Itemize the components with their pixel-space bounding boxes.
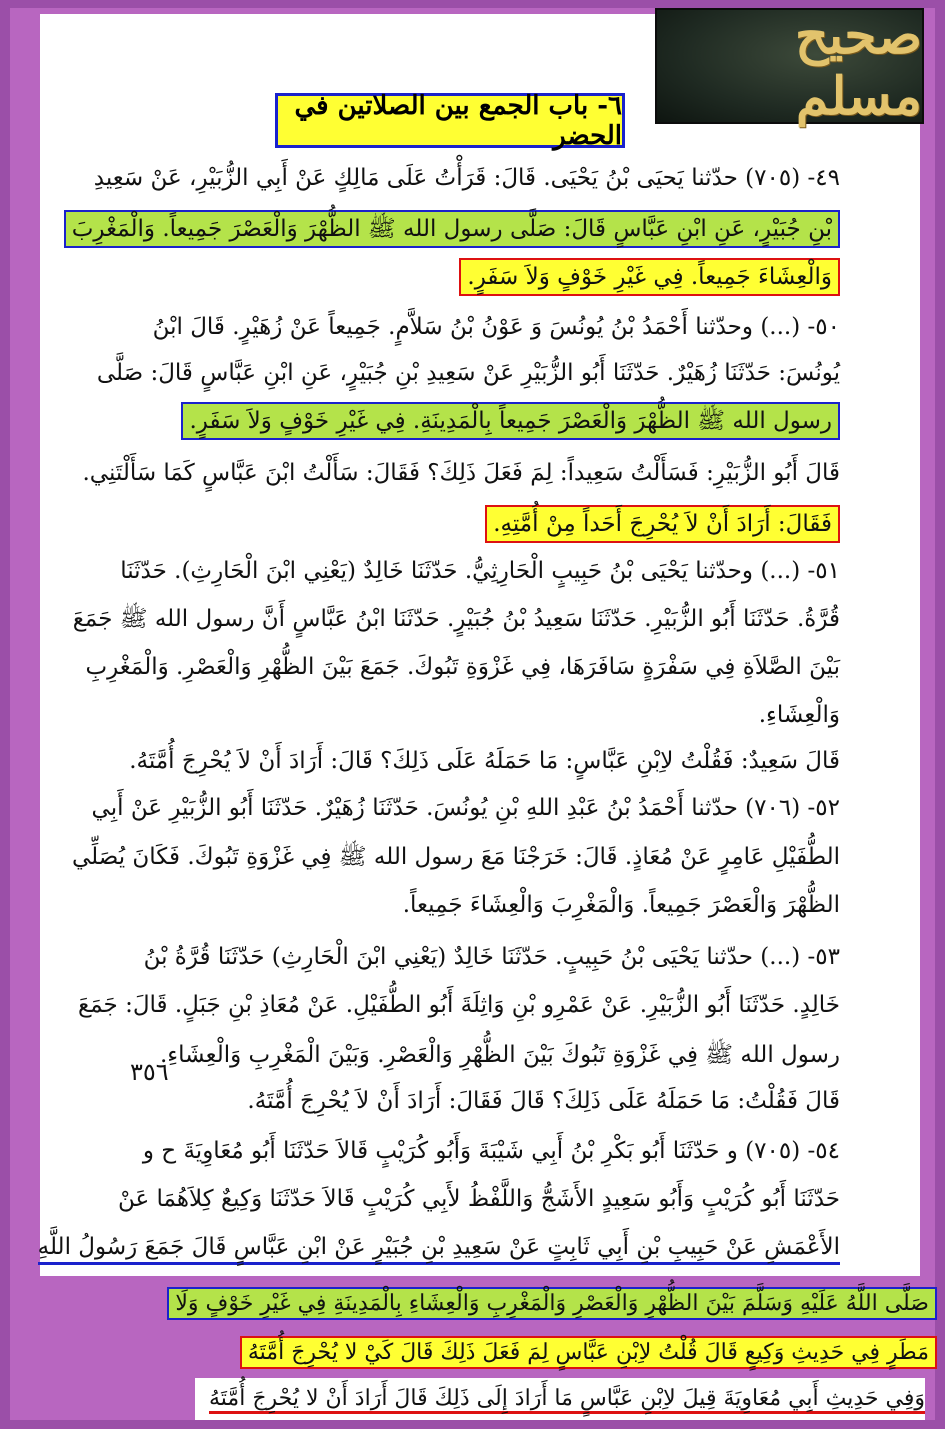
text-line: يُونُسَ: حَدّثَنَا زُهَيْرٌ. حَدّثَنَا أَبُو الزُّبَيْرِ عَنْ سَعِيدِ بْنِ جُبَيْرٍ، عَنِ ابْنِ عَبَّاسٍ قَالَ: صَلَّى [96, 360, 840, 386]
text-line-highlighted: بْنِ جُبَيْرٍ، عَنِ ابْنِ عَبَّاسٍ قَالَ: صَلَّى رسول الله ﷺ الظُّهْرَ وَالْعَصْرَ جَمِيعاً. وَالْمَغْرِبَ [64, 210, 840, 248]
page-number: ٣٥٦ [130, 1058, 169, 1086]
book-logo [655, 5, 924, 127]
text-line: خَالِدٍ. حَدّثَنَا أَبُو الزُّبَيْرِ. عَنْ عَمْرِو بْنِ وَاثِلَةَ أَبُو الطُّفَيْلِ. عَنْ مُعَاذِ بْنِ جَبَلٍ. قَالَ: جَمَعَ [78, 992, 840, 1018]
text-line: ٥٢- (٧٠٦) حدّثنا أَحْمَدُ بْنُ عَبْدِ اللهِ بْنِ يُونُسَ. حَدّثَنَا زُهَيْرٌ. حَدّثَنَا أَبُو الزُّبَيْرِ عَنْ أَبِي [91, 795, 840, 821]
text-line: حَدّثَنَا أَبُو كُرَيْبٍ وَأَبُو سَعِيدٍ الأَشَجُّ وَاللَّفْظُ لأَبِي كُرَيْبٍ قَالاَ حَدّثَنَا وَكِيعٌ كِلاَهُمَا عَنْ [117, 1186, 840, 1212]
text-line: الظُّهْرَ وَالْعَصْرَ جَمِيعاً. وَالْمَغْرِبَ وَالْعِشَاءَ جَمِيعاً. [402, 892, 840, 918]
text-line: الطُّفَيْلِ عَامِرٍ عَنْ مُعَاذٍ. قَالَ: خَرَجْنَا مَعَ رسول الله ﷺ فِي غَزْوَةِ تَبُوكَ. فَكَانَ يُصَلِّي [71, 844, 840, 870]
bottom-line-text: مَطَرٍ فِي حَدِيثِ وَكِيعٍ قَالَ قُلْتُ لاِبْنِ عَبَّاسٍ لِمَ فَعَلَ ذَلِكَ قَالَ كَيْ لا يُحْرِجَ أُمَّتَهُ [240, 1336, 937, 1369]
bottom-line-text: صَلَّى اللَّهُ عَلَيْهِ وَسَلَّمَ بَيْنَ الظُّهْرِ وَالْعَصْرِ وَالْمَغْرِبِ وَالْعِشَاءِ بِالْمَدِينَةِ فِي غَيْرِ خَوْفٍ وَلَا [167, 1287, 937, 1320]
text-line: قَالَ سَعِيدٌ: فَقُلْتُ لاِبْنِ عَبَّاسٍ: مَا حَمَلَهُ عَلَى ذَلِكَ؟ قَالَ: أَرَادَ أَنْ لاَ يُحْرِجَ أُمَّتَهُ. [129, 748, 840, 774]
text-line-highlighted: رسول الله ﷺ الظُّهْرَ وَالْعَصْرَ جَمِيعاً بِالْمَدِينَةِ. فِي غَيْرِ خَوْفٍ وَلاَ سَفَرٍ. [181, 402, 840, 440]
bottom-line-text: وَفِي حَدِيثِ أَبِي مُعَاوِيَةَ قِيلَ لاِبْنِ عَبَّاسٍ مَا أَرَادَ إِلَى ذَلِكَ قَالَ أَرَادَ أَنْ لا يُحْرِجَ أُمَّتَهُ [209, 1386, 925, 1414]
text-line: بَيْنَ الصَّلاَةِ فِي سَفْرَةٍ سَافَرَهَا، فِي غَزْوَةِ تَبُوكَ. جَمَعَ بَيْنَ الظُّهْرِ وَالْعَصْرِ. وَالْمَغْرِبِ [85, 654, 840, 680]
bottom-line [195, 1378, 925, 1420]
chapter-title: ٦- باب الجمع بين الصلاتين في الحضر [275, 93, 625, 148]
text-line: وَالْعِشَاءِ. [758, 702, 840, 728]
logo-text: صحيح مسلم [795, 5, 922, 127]
text-line-highlighted: وَالْعِشَاءَ جَمِيعاً. فِي غَيْرِ خَوْفٍ وَلاَ سَفَرٍ. [459, 258, 840, 296]
text-line: ٥٣- (...) حدّثنا يَحْيَى بْنُ حَبِيبٍ. حَدّثَنَا خَالِدٌ (يَعْنِي ابْنَ الْحَارِثِ) حَدّثَنَا قُرَّةُ بْنُ [143, 944, 840, 970]
text-line: ٤٩- (٧٠٥) حدّثنا يَحيَى بْنُ يَحْيَى. قَالَ: قَرَأْتُ عَلَى مَالِكٍ عَنْ أَبِي الزُّبَيْرِ، عَنْ سَعِيدِ [93, 165, 840, 191]
text-line: ٥٤- (٧٠٥) و حَدّثَنَا أَبُو بَكْرِ بْنُ أَبِي شَيْبَةَ وَأَبُو كُرَيْبٍ قَالاَ حَدّثَنَا أَبُو مُعَاوِيَةَ ح و [142, 1138, 840, 1164]
text-line: قُرَّةُ. حَدّثَنَا أَبُو الزُّبَيْرِ. حَدّثَنَا سَعِيدُ بْنُ جُبَيْرٍ. حَدّثَنَا ابْنُ عَبَّاسٍ أَنَّ رسول الله ﷺ جَمَعَ [72, 606, 840, 632]
text-line: قَالَ أَبُو الزُّبَيْرِ: فَسَأَلْتُ سَعِيداً: لِمَ فَعَلَ ذَلِكَ؟ فَقَالَ: سَأَلْتُ ابْنَ عَبَّاسٍ كَمَا سَأَلْتَنِي. [82, 460, 840, 486]
text-line: ٥٠- (...) وحدّثنا أَحْمَدُ بْنُ يُونُسَ وَ عَوْنُ بْنُ سَلاَّمٍ. جَمِيعاً عَنْ زُهَيْرٍ. قَالَ ابْنُ [152, 314, 840, 340]
text-line: قَالَ فَقُلْتُ: مَا حَمَلَهُ عَلَى ذَلِكَ؟ قَالَ فَقَالَ: أَرَادَ أَنْ لاَ يُحْرِجَ أُمَّتَهُ. [247, 1088, 840, 1114]
text-line: الأَعْمَشِ عَنْ حَبِيبِ بْنِ أَبِي ثَابِتٍ عَنْ سَعِيدِ بْنِ جُبَيْرٍ عَنْ ابْنِ عَبَّاسٍ قَالَ جَمَعَ رَسُولُ اللَّهِ [38, 1232, 840, 1265]
bottom-line [17, 1332, 937, 1374]
text-line: ٥١- (...) وحدّثنا يَحْيَى بْنُ حَبِيبٍ الْحَارِثِيُّ. حَدّثَنَا خَالِدٌ (يَعْنِي ابْنَ الْحَارِثِ). حَدّثَنَا [120, 558, 840, 584]
text-line: رسول الله ﷺ فِي غَزْوَةِ تَبُوكَ بَيْنَ الظُّهْرِ وَالْعَصْرِ. وَبَيْنَ الْمَغْرِبِ وَالْعِشَاءِ. [159, 1042, 840, 1068]
text-line-highlighted: فَقَالَ: أَرَادَ أَنْ لاَ يُحْرِجَ أَحَداً مِنْ أُمَّتِهِ. [485, 505, 840, 543]
bottom-line [17, 1283, 937, 1325]
